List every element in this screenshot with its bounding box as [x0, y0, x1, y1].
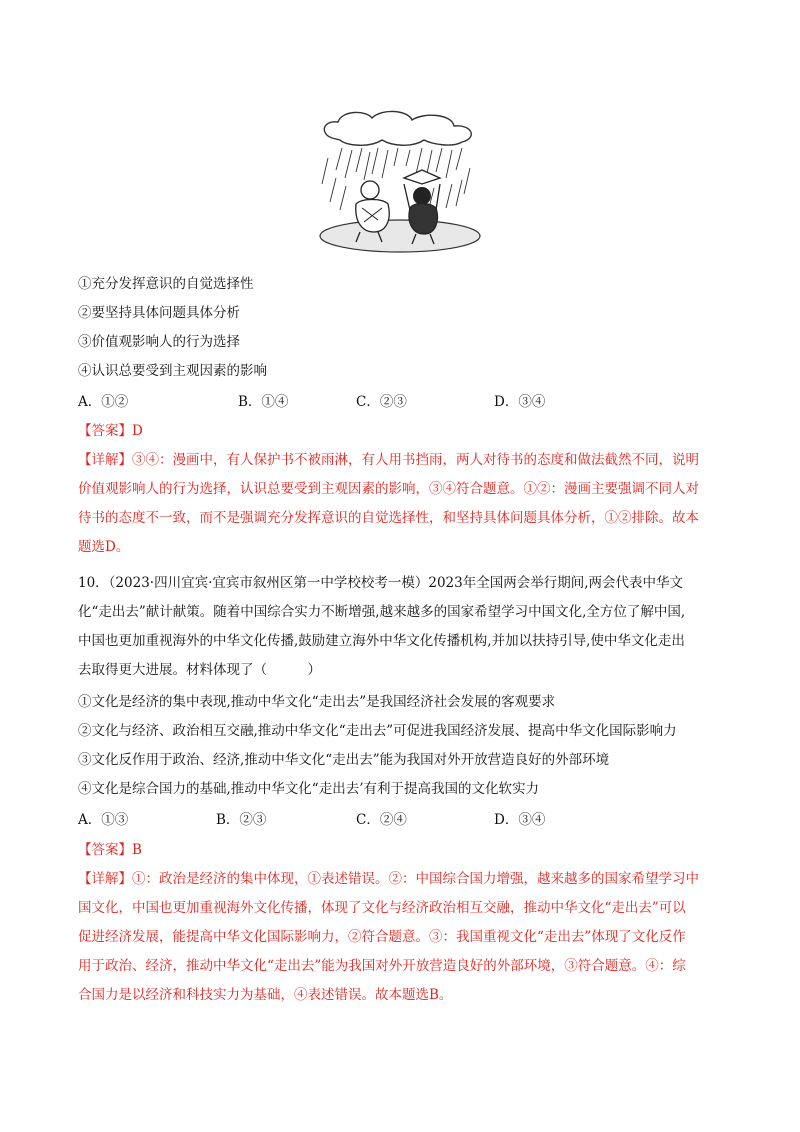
q10-statement-2: ②文化与经济、政治相互交融,推动中华文化“走出去”可促进我国经济发展、提高中华文化国际影响力 [78, 723, 677, 739]
q10-answer: 【答案】B [78, 842, 142, 858]
q10-option-d: D．③④ [494, 812, 546, 828]
q9-statement-1: ①充分发挥意识的自觉选择性 [78, 276, 254, 292]
q10-option-b: B．②③ [216, 812, 267, 828]
q10-option-c: C．②④ [356, 812, 407, 828]
q10-statement-4: ④文化是综合国力的基础,推动中华文化“走出去’有利于提高我国的文化软实力 [78, 781, 539, 797]
q10-stem-line-2: 化“走出去”献计献策。随着中国综合实力不断增强,越来越多的国家希望学习中国文化,全方位了解中国, [78, 604, 686, 620]
q10-explain-line-4: 用于政治、经济，推动中华文化“走出去”能为我国对外开放营造良好的外部环境，③符合题意。④：综 [78, 958, 686, 974]
q10-stem-line-1: 10．（2023·四川宜宾·宜宾市叙州区第一中学校校考一模）2023年全国两会举行期间,两会代表中华文 [78, 575, 684, 591]
q10-explain-line-3: 促进经济发展，能提高中华文化国际影响力，②符合题意。③：我国重视文化“走出去”体现了文化反作 [78, 929, 686, 945]
q10-stem-line-4: 去取得更大进展。材料体现了（ ） [78, 662, 321, 678]
q9-explain-line-2: 价值观影响人的行为选择，认识总要受到主观因素的影响，③④符合题意。①②：漫画主要强调不同人对 [78, 481, 699, 497]
q9-statement-4: ④认识总要受到主观因素的影响 [78, 363, 267, 379]
q10-statement-3: ③文化反作用于政治、经济,推动中华文化“走出去”能为我国对外开放营造良好的外部环境 [78, 752, 610, 768]
q9-option-b: B．①④ [238, 394, 289, 410]
q10-statement-1: ①文化是经济的集中表现,推动中华文化“走出去”是我国经济社会发展的客观要求 [78, 694, 556, 710]
q9-explain-line-1: 【详解】③④：漫画中，有人保护书不被雨淋，有人用书挡雨，两人对待书的态度和做法截然不同，说明 [78, 452, 699, 468]
q9-option-d: D．③④ [494, 394, 546, 410]
q9-answer: 【答案】D [78, 423, 143, 439]
q10-explain-line-2: 国文化，中国也更加重视海外文化传播，体现了文化与经济政治相互交融，推动中华文化“走出去”可以 [78, 900, 686, 916]
cartoon-illustration [312, 108, 486, 256]
q9-statement-2: ②要坚持具体问题具体分析 [78, 305, 240, 321]
q10-explain-line-1: 【详解】①：政治是经济的集中体现，①表述错误。②：中国综合国力增强，越来越多的国家希望学习中 [78, 871, 699, 887]
q10-explain-line-5: 合国力是以经济和科技实力为基础，④表述错误。故本题选B。 [78, 987, 453, 1003]
q10-stem-line-3: 中国也更加重视海外的中华文化传播,鼓励建立海外中华文化传播机构,并加以扶持引导,使中华文化走出 [78, 633, 685, 649]
q9-explain-line-4: 题选D。 [78, 539, 130, 555]
q9-option-a: A．①② [78, 394, 129, 410]
q9-option-c: C．②③ [356, 394, 407, 410]
q10-option-a: A．①③ [78, 812, 129, 828]
q9-statement-3: ③价值观影响人的行为选择 [78, 334, 240, 350]
q9-explain-line-3: 待书的态度不一致，而不是强调充分发挥意识的自觉选择性，和坚持具体问题具体分析，①②排除。故本 [78, 510, 699, 526]
